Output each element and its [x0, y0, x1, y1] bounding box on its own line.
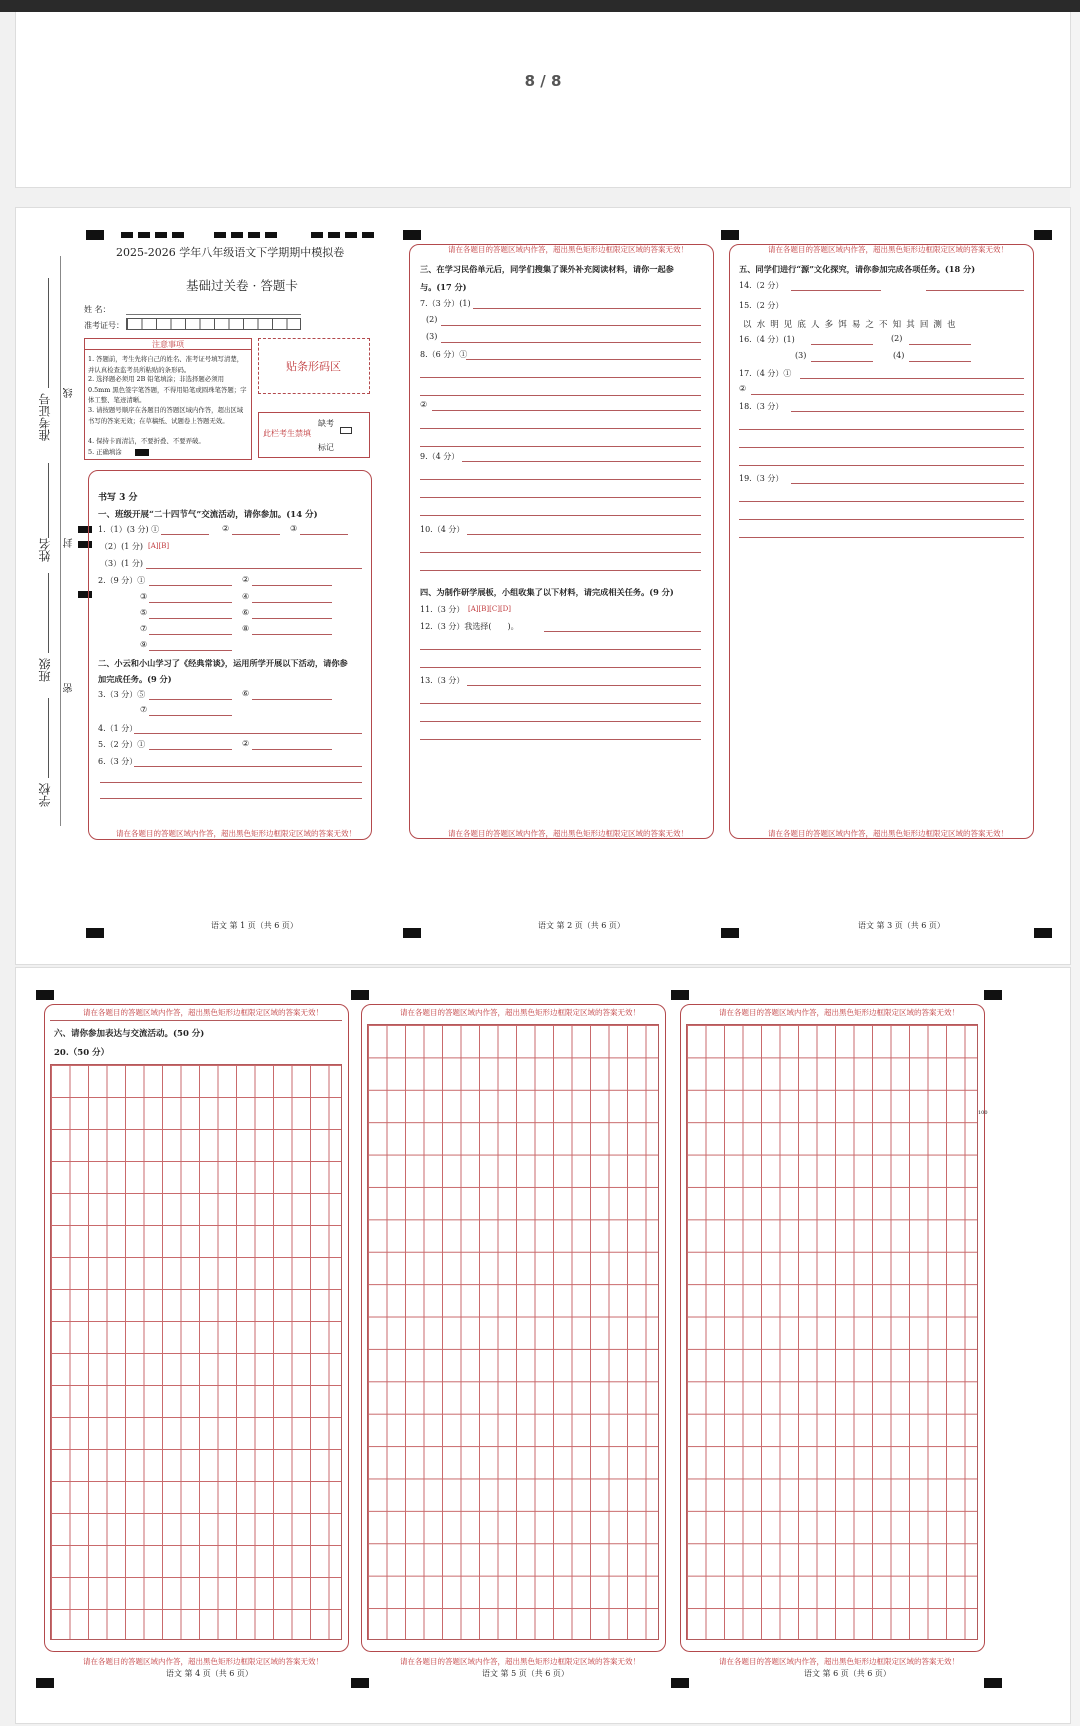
sheet-title: 2025-2026 学年八年级语文下学期期中模拟卷: [116, 246, 345, 259]
q3-label-b: ⑥: [242, 689, 250, 698]
q18-line-4[interactable]: [739, 465, 1024, 466]
q11-options[interactable]: [A][B][C][D]: [468, 605, 512, 613]
q2-line-7[interactable]: [149, 634, 232, 635]
q1-2-label: （2）(1 分): [100, 542, 143, 551]
writing-score: 书写 3 分: [98, 493, 138, 503]
q16-line-2[interactable]: [909, 344, 971, 345]
q6-label: 6.（3 分）: [98, 757, 138, 766]
q2-line-8[interactable]: [252, 634, 332, 635]
timing-mark: [328, 232, 340, 238]
q19-line-2[interactable]: [739, 501, 1024, 502]
side-label-name: 姓名: [38, 538, 52, 562]
footer-page3: 语文 第 3 页（共 6 页）: [858, 921, 945, 930]
notice-item-3: 3. 请按题号顺序在各题目的答题区域内作答，超出区域书写的答案无效；在草稿纸、试题卷上答题无效。: [88, 406, 244, 425]
warning-page2: 请在各题目的答题区域内作答，超出黑色矩形边框限定区域的答案无效！: [448, 829, 688, 838]
timing-mark: [351, 1678, 369, 1688]
q7-3-line[interactable]: [441, 342, 701, 343]
q13-line-4[interactable]: [420, 739, 701, 740]
q2-line-9[interactable]: [149, 650, 232, 651]
timing-mark: [36, 990, 54, 1000]
q8-label: 8.（6 分）①: [420, 350, 468, 359]
sheet-subtitle: 基础过关卷 · 答题卡: [186, 278, 298, 293]
q7-3-label: (3): [426, 332, 438, 341]
q12-line-3[interactable]: [420, 667, 701, 668]
footer-page5: 语文 第 5 页（共 6 页）: [482, 1669, 569, 1678]
q13-line-1[interactable]: [467, 685, 701, 686]
timing-mark: [362, 232, 374, 238]
q9-line-4[interactable]: [420, 515, 701, 516]
q13-label: 13.（3 分）: [420, 676, 465, 685]
q2-mark-5: ⑤: [140, 608, 148, 617]
footer-page6: 语文 第 6 页（共 6 页）: [804, 1669, 891, 1678]
side-underline: [48, 278, 49, 388]
timing-mark: [403, 928, 421, 938]
q2-mark-4: ④: [242, 592, 250, 601]
q15-label: 15.（2 分）: [739, 301, 784, 310]
q10-line-2[interactable]: [420, 552, 701, 553]
warning-page4: 请在各题目的答题区域内作答，超出黑色矩形边框限定区域的答案无效！: [83, 1657, 323, 1666]
warning-page5-top: 请在各题目的答题区域内作答，超出黑色矩形边框限定区域的答案无效！: [400, 1008, 640, 1017]
page2-answer-panel: [409, 244, 714, 839]
name-field[interactable]: [126, 314, 301, 315]
q7-1-label: 7.（3 分）(1): [420, 299, 471, 308]
q2-line-5[interactable]: [149, 618, 232, 619]
notice-item-1: 1. 答题前，考生先将自己的姓名、准考证号填写清楚，并认真检查监考员所粘贴的条形码。: [88, 355, 244, 374]
q18-line-3[interactable]: [739, 447, 1024, 448]
q9-label: 9.（4 分）: [420, 452, 460, 461]
q8-line-2[interactable]: [420, 377, 701, 378]
q1-1-label: 1.（1）(3 分) ①: [98, 525, 160, 534]
q17-line-1[interactable]: [800, 378, 1024, 379]
q6-line-2[interactable]: [100, 782, 362, 783]
absent-label-1: 缺考: [318, 419, 334, 428]
side-label-exam-no: 准考证号: [38, 393, 52, 441]
footer-page2: 语文 第 2 页（共 6 页）: [538, 921, 625, 930]
q14-line-2[interactable]: [926, 290, 1024, 291]
warning-page6-top: 请在各题目的答题区域内作答，超出黑色矩形边框限定区域的答案无效！: [719, 1008, 959, 1017]
notice-item-4: 4. 保持卡面清洁，不要折叠、不要弄破。: [88, 437, 205, 445]
q11-label: 11.（3 分）: [420, 605, 465, 614]
notice-item-2: 2. 选择题必须用 2B 铅笔填涂；非选择题必须用 0.5mm 黑色签字笔答题，不得用铅笔或圆珠笔答题；字体工整、笔迹清晰。: [88, 375, 247, 404]
side-label-seal: 封: [64, 538, 75, 548]
q1-1-line-a[interactable]: [161, 534, 209, 535]
answer-sheet-back: [15, 967, 1071, 1724]
q14-label: 14.（2 分）: [739, 281, 784, 290]
timing-mark: [351, 990, 369, 1000]
q4-label: 4.（1 分）: [98, 724, 138, 733]
q2-mark-3: ③: [140, 592, 148, 601]
q3-line-1[interactable]: [149, 699, 232, 700]
section2-heading-a: 二、小云和小山学习了《经典常谈》，运用所学开展以下活动，请你参: [98, 658, 348, 668]
q1-1-line-b[interactable]: [232, 534, 280, 535]
top-bar: [0, 0, 1080, 12]
q2-line-6[interactable]: [252, 618, 332, 619]
timing-mark: [86, 230, 104, 240]
q18-line-1[interactable]: [791, 411, 1024, 412]
timing-mark: [155, 232, 167, 238]
notice-item-5: 5. 正确填涂: [88, 448, 122, 456]
q14-line-1[interactable]: [791, 290, 881, 291]
timing-mark: [345, 232, 357, 238]
fill-sample: [135, 449, 149, 456]
q5-line-2[interactable]: [252, 749, 332, 750]
q9-line-3[interactable]: [420, 497, 701, 498]
q16-line-3[interactable]: [811, 361, 873, 362]
q8-line-4[interactable]: [432, 410, 701, 411]
side-underline: [48, 573, 49, 653]
q13-line-2[interactable]: [420, 703, 701, 704]
q8-line-5[interactable]: [420, 428, 701, 429]
q17-label-b: ②: [739, 384, 747, 393]
document-viewer[interactable]: [0, 12, 1070, 1726]
q5-label: 5.（2 分）①: [98, 740, 146, 749]
word-count-mark-100: 100: [978, 1110, 988, 1116]
q19-label: 19.（3 分）: [739, 474, 784, 483]
q16-label-4: (4): [893, 351, 905, 360]
section3-heading-b: 与。(17 分): [420, 282, 467, 292]
q12-line-2[interactable]: [420, 649, 701, 650]
absent-label-2: 标记: [318, 443, 334, 452]
section6-heading: 六、请你参加表达与交流活动。(50 分): [54, 1029, 205, 1039]
q3-line-3[interactable]: [149, 715, 232, 716]
section5-heading: 五、同学们进行“源”文化探究，请你参加完成各项任务。(18 分): [739, 264, 976, 274]
q1-3-label: （3）(1 分): [100, 559, 143, 568]
q5-line-1[interactable]: [149, 749, 232, 750]
warning-page2-top: 请在各题目的答题区域内作答，超出黑色矩形边框限定区域的答案无效！: [448, 245, 688, 254]
q13-line-3[interactable]: [420, 721, 701, 722]
timing-mark: [721, 230, 739, 240]
timing-mark: [671, 990, 689, 1000]
q9-line-1[interactable]: [462, 461, 701, 462]
q16-line-1[interactable]: [811, 344, 873, 345]
answer-sheet-front: [15, 207, 1071, 965]
absent-note: 此栏考生禁填: [263, 429, 311, 438]
q2-label: 2.（9 分）①: [98, 576, 146, 585]
timing-mark: [231, 232, 243, 238]
footer-page1: 语文 第 1 页（共 6 页）: [211, 921, 298, 930]
q1-2-options[interactable]: [A][B]: [148, 542, 170, 550]
q3-label-c: ⑦: [140, 705, 148, 714]
warning-page3-top: 请在各题目的答题区域内作答，超出黑色矩形边框限定区域的答案无效！: [768, 245, 1008, 254]
q17-label: 17.（4 分）①: [739, 369, 792, 378]
q1-3-line[interactable]: [146, 568, 362, 569]
warning-page1: 请在各题目的答题区域内作答，超出黑色矩形边框限定区域的答案无效！: [116, 829, 356, 838]
warning-page6: 请在各题目的答题区域内作答，超出黑色矩形边框限定区域的答案无效！: [719, 1657, 959, 1666]
notice-box: [84, 338, 252, 460]
q3-line-2[interactable]: [252, 699, 332, 700]
q19-line-4[interactable]: [739, 537, 1024, 538]
side-label-class: 班级: [38, 658, 52, 682]
q10-label: 10.（4 分）: [420, 525, 465, 534]
q3-label: 3.（3 分）⑤: [98, 690, 146, 699]
q16-label: 16.（4 分）(1): [739, 335, 795, 344]
timing-mark: [721, 928, 739, 938]
essay-grid-page4[interactable]: [50, 1064, 342, 1640]
side-label-secret: 密: [64, 683, 75, 693]
warning-page4-top: 请在各题目的答题区域内作答，超出黑色矩形边框限定区域的答案无效！: [83, 1008, 323, 1017]
q10-line-3[interactable]: [420, 570, 701, 571]
q2-line-4[interactable]: [252, 602, 332, 603]
q10-line-1[interactable]: [467, 534, 701, 535]
q2-mark-7: ⑦: [140, 624, 148, 633]
timing-mark: [86, 928, 104, 938]
q2-mark-2: ②: [242, 575, 250, 584]
side-label-line: 线: [64, 388, 75, 398]
q15-characters: 以 水 明 见 底 人 多 饵 易 之 不 知 其 回 测 也: [743, 320, 957, 330]
page-indicator: 8 / 8: [524, 72, 562, 90]
q8-label-b: ②: [420, 400, 428, 409]
section6-box-top: [50, 1020, 342, 1021]
timing-mark: [121, 232, 133, 238]
q12-line-1[interactable]: [544, 631, 701, 632]
q20-label: 20.（50 分）: [54, 1048, 110, 1058]
q19-line-1[interactable]: [791, 483, 1024, 484]
q5-label-b: ②: [242, 739, 250, 748]
q8-line-1[interactable]: [466, 359, 701, 360]
essay-grid-page6[interactable]: [686, 1024, 978, 1640]
q17-line-2[interactable]: [751, 394, 1024, 395]
timing-mark: [1034, 230, 1052, 240]
q18-label: 18.（3 分）: [739, 402, 784, 411]
side-label-school: 学校: [38, 783, 52, 807]
q6-line-1[interactable]: [134, 766, 362, 767]
section3-heading-a: 三、在学习民俗单元后，同学们搜集了课外补充阅读材料，请你一起参: [420, 264, 674, 274]
q2-line-3[interactable]: [149, 602, 232, 603]
q18-line-2[interactable]: [739, 429, 1024, 430]
essay-grid-page5[interactable]: [367, 1024, 659, 1640]
section1-heading: 一、班级开展“二十四节气”交流活动，请你参加。(14 分): [98, 510, 318, 520]
q7-2-line[interactable]: [441, 325, 701, 326]
warning-page3: 请在各题目的答题区域内作答，超出黑色矩形边框限定区域的答案无效！: [768, 829, 1008, 838]
timing-mark: [248, 232, 260, 238]
q9-line-2[interactable]: [420, 479, 701, 480]
timing-mark: [265, 232, 277, 238]
q2-mark-8: ⑧: [242, 624, 250, 633]
barcode-label: 贴条形码区: [286, 360, 341, 373]
name-label: 姓 名：: [84, 305, 111, 314]
timing-mark: [984, 990, 1002, 1000]
q19-line-3[interactable]: [739, 519, 1024, 520]
q7-2-label: (2): [426, 315, 438, 324]
q1-1-label-b: ②: [222, 524, 230, 533]
timing-mark: [1034, 928, 1052, 938]
q8-line-3[interactable]: [420, 395, 701, 396]
q8-line-6[interactable]: [420, 446, 701, 447]
timing-mark: [671, 1678, 689, 1688]
timing-mark: [403, 230, 421, 240]
q2-mark-6: ⑥: [242, 608, 250, 617]
section4-heading: 四、为制作研学展板，小组收集了以下材料，请完成相关任务。(9 分): [420, 587, 674, 597]
q1-1-label-c: ③: [290, 524, 298, 533]
notice-title: 注意事项: [85, 339, 251, 350]
q16-line-4[interactable]: [909, 361, 971, 362]
scrollbar[interactable]: [1070, 12, 1080, 1726]
timing-mark: [311, 232, 323, 238]
binding-line: [60, 256, 61, 826]
side-underline: [48, 698, 49, 778]
timing-mark: [214, 232, 226, 238]
timing-mark: [138, 232, 150, 238]
timing-mark: [984, 1678, 1002, 1688]
side-underline: [48, 463, 49, 538]
q12-label: 12.（3 分）我选择( )。: [420, 622, 519, 631]
q6-line-3[interactable]: [100, 798, 362, 799]
q1-1-line-c[interactable]: [300, 534, 348, 535]
q4-line[interactable]: [134, 733, 362, 734]
q2-line-2[interactable]: [252, 585, 332, 586]
q2-line-1[interactable]: [149, 585, 232, 586]
q7-1-line[interactable]: [473, 308, 701, 309]
q16-label-2: (2): [891, 334, 903, 343]
exam-no-label: 准考证号：: [84, 321, 124, 330]
warning-page5: 请在各题目的答题区域内作答，超出黑色矩形边框限定区域的答案无效！: [400, 1657, 640, 1666]
exam-no-boxes[interactable]: [126, 318, 301, 330]
timing-mark: [172, 232, 184, 238]
section2-heading-b: 加完成任务。(9 分): [98, 674, 172, 684]
footer-page4: 语文 第 4 页（共 6 页）: [166, 1669, 253, 1678]
absent-checkbox[interactable]: [340, 427, 352, 434]
timing-mark: [36, 1678, 54, 1688]
q16-label-3: (3): [795, 351, 807, 360]
page-indicator-sheet: [15, 12, 1071, 188]
q2-mark-9: ⑨: [140, 640, 148, 649]
